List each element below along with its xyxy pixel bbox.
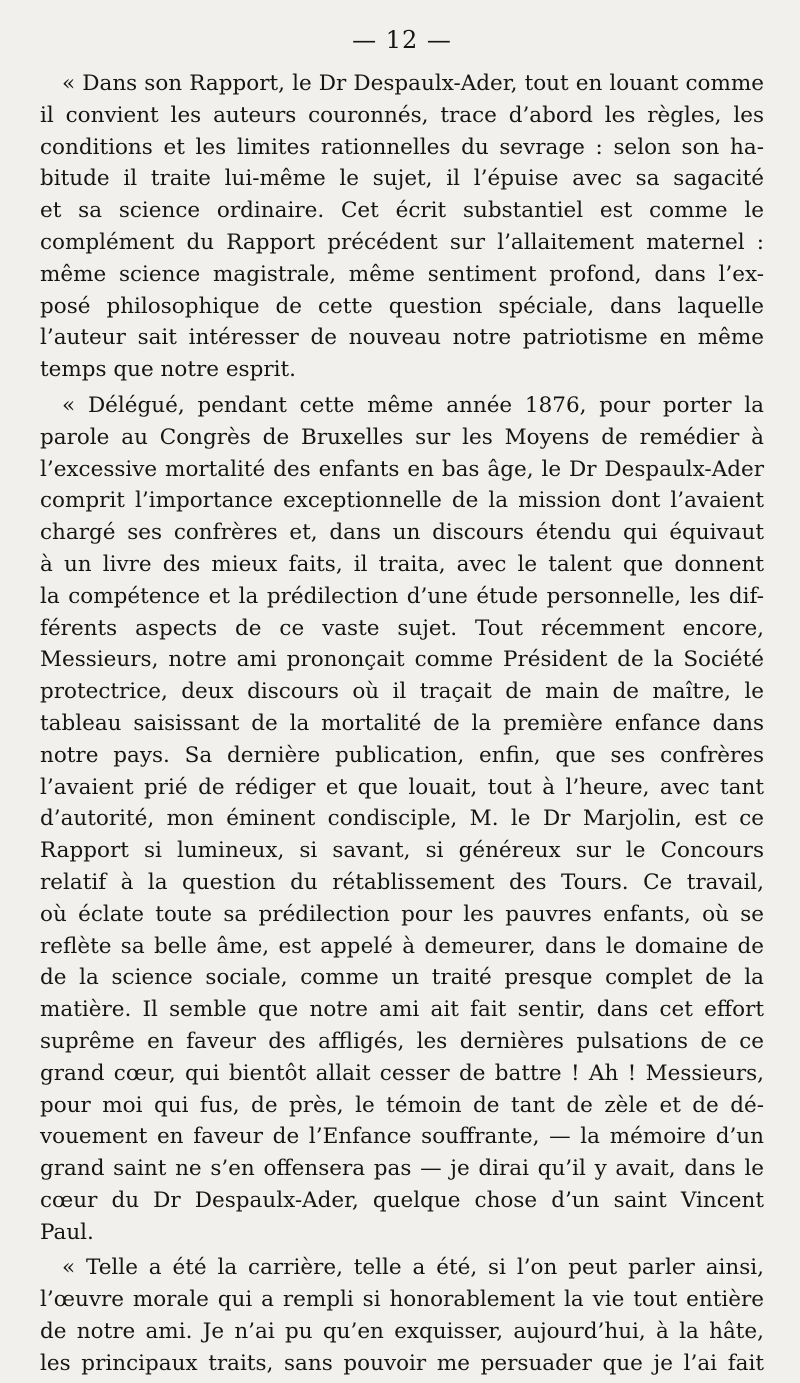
text-line: vouement en faveur de l’Enfance souffrante, — la mémoire d’un xyxy=(40,1124,764,1150)
body-text xyxy=(40,68,764,1380)
text-line: « Dans son Rapport, le Dr Despaulx-Ader, tout en louant comme xyxy=(62,71,764,96)
text-line: tableau saisissant de la mortalité de la première enfance dans xyxy=(40,710,764,736)
text-line: reflète sa belle âme, est appelé à demeurer, dans le domaine de xyxy=(40,933,764,959)
text-line: temps que notre esprit. xyxy=(40,357,296,383)
text-line: l’excessive mortalité des enfants en bas âge, le Dr Despaulx-Ader xyxy=(40,456,764,482)
text-line: de la science sociale, comme un traité presque complet de la xyxy=(40,965,764,991)
text-line: même science magistrale, même sentiment profond, dans l’ex- xyxy=(40,261,764,287)
paragraph xyxy=(40,1252,764,1379)
text-line: matière. Il semble que notre ami ait fait sentir, dans cet effort xyxy=(40,997,764,1023)
text-line: grand saint ne s’en offensera pas — je dirai qu’il y avait, dans le xyxy=(40,1156,764,1182)
paragraph xyxy=(40,68,764,386)
text-line: suprême en faveur des affligés, les dernières pulsations de ce xyxy=(40,1028,764,1054)
text-line: relatif à la question du rétablissement des Tours. Ce travail, xyxy=(40,869,764,895)
text-line: comprit l’importance exceptionnelle de la mission dont l’avaient xyxy=(40,488,764,514)
text-line: Paul. xyxy=(40,1219,94,1245)
text-line: d’autorité, mon éminent condisciple, M. le Dr Marjolin, est ce xyxy=(40,806,764,832)
text-line: « Telle a été la carrière, telle a été, si l’on peut parler ainsi, xyxy=(62,1255,764,1281)
text-line: pour moi qui fus, de près, le témoin de tant de zèle et de dé- xyxy=(40,1092,764,1118)
text-line: l’auteur sait intéresser de nouveau notre patriotisme en même xyxy=(40,325,764,351)
text-line: férents aspects de ce vaste sujet. Tout récemment encore, xyxy=(40,615,764,641)
text-line: parole au Congrès de Bruxelles sur les Moyens de remédier à xyxy=(40,424,764,450)
page-number: — 12 — xyxy=(352,26,452,54)
text-line: où éclate toute sa prédilection pour les pauvres enfants, où se xyxy=(40,901,764,927)
text-line: à un livre des mieux faits, il traita, avec le talent que donnent xyxy=(40,551,764,577)
text-line: grand cœur, qui bientôt allait cesser de battre ! Ah ! Messieurs, xyxy=(40,1060,764,1086)
text-line: protectrice, deux discours où il traçait de main de maître, le xyxy=(40,679,764,705)
text-line: Rapport si lumineux, si savant, si généreux sur le Concours xyxy=(40,838,764,864)
text-line: complément du Rapport précédent sur l’allaitement maternel : xyxy=(40,229,764,255)
text-line: l’avaient prié de rédiger et que louait, tout à l’heure, avec tant xyxy=(40,774,764,800)
text-line: Messieurs, notre ami prononçait comme Président de la Société xyxy=(40,647,764,673)
text-line: conditions et les limites rationnelles du sevrage : selon son ha- xyxy=(40,134,764,160)
text-line: bitude il traite lui-même le sujet, il l’épuise avec sa sagacité xyxy=(40,166,764,192)
text-line: « Délégué, pendant cette même année 1876, pour porter la xyxy=(62,392,764,418)
text-line: cœur du Dr Despaulx-Ader, quelque chose d’un saint Vincent xyxy=(40,1187,764,1213)
text-line: posé philosophique de cette question spéciale, dans laquelle xyxy=(40,293,764,319)
text-line: et sa science ordinaire. Cet écrit substantiel est comme le xyxy=(40,198,764,224)
text-line: notre pays. Sa dernière publication, enfin, que ses confrères xyxy=(40,742,764,768)
text-line: de notre ami. Je n’ai pu qu’en exquisser, aujourd’hui, à la hâte, xyxy=(40,1319,764,1345)
text-line: l’œuvre morale qui a rempli si honorablement la vie tout entière xyxy=(40,1287,764,1313)
text-line: chargé ses confrères et, dans un discours étendu qui équivaut xyxy=(40,520,764,546)
paragraph xyxy=(40,390,764,1249)
text-line: il convient les auteurs couronnés, trace d’abord les règles, les xyxy=(40,102,764,128)
text-line: les principaux traits, sans pouvoir me persuader que je l’ai fait xyxy=(40,1350,764,1376)
text-line: la compétence et la prédilection d’une étude personnelle, les dif- xyxy=(40,583,764,609)
